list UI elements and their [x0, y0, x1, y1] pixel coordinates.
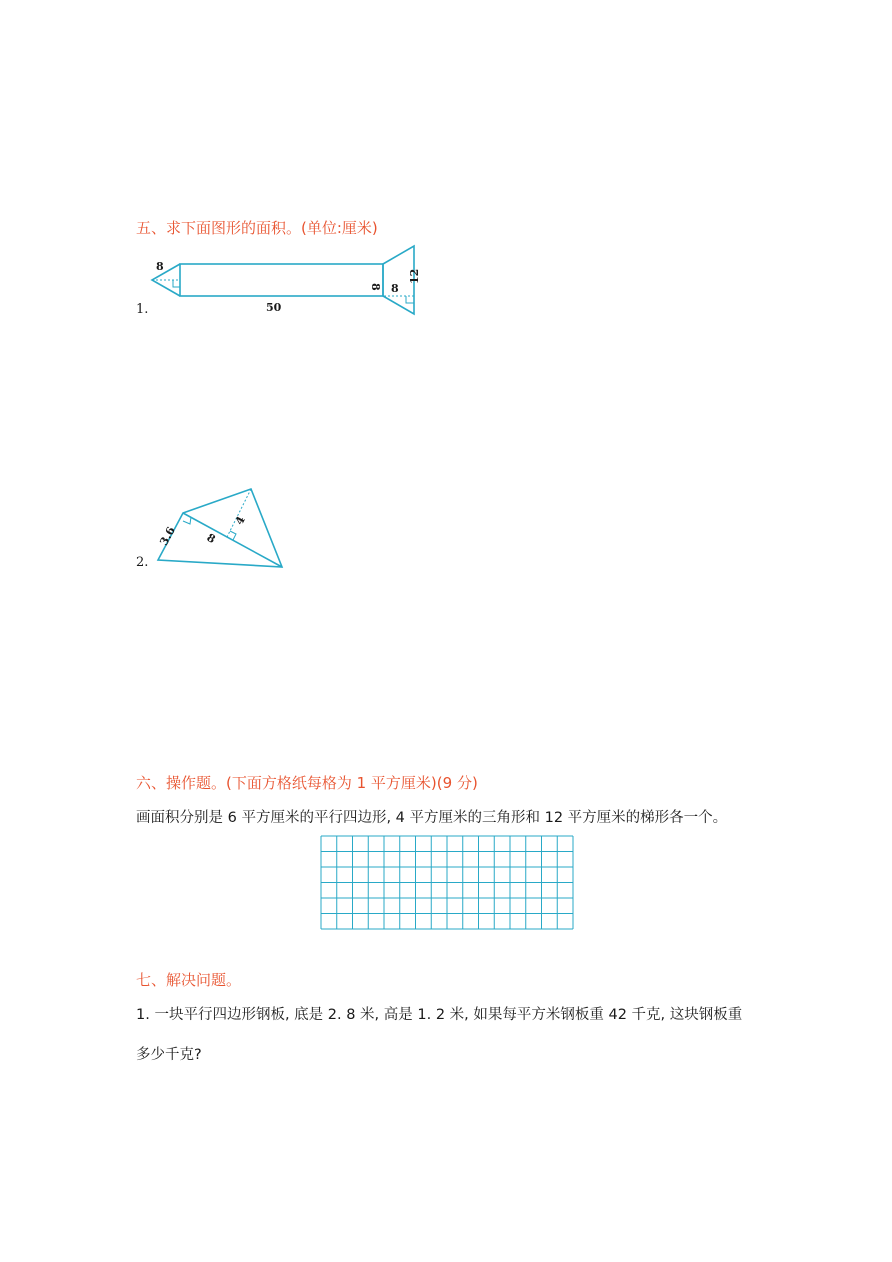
problem-2-figure	[145, 482, 295, 577]
section-7-heading: 七、解决问题。	[136, 971, 242, 989]
p2-label-side: 3.6	[157, 524, 178, 548]
section-5-heading: 五、求下面图形的面积。(单位:厘米)	[136, 219, 378, 237]
section-7-problem-1-line-2: 多少千克?	[136, 1047, 202, 1063]
p1-label-right-height: 12	[408, 268, 421, 284]
p2-label-diagonal: 8	[204, 531, 218, 547]
section-6-instruction: 画面积分别是 6 平方厘米的平行四边形, 4 平方厘米的三角形和 12 平方厘米的梯形各一个。	[136, 810, 728, 826]
p1-label-rect-length: 50	[266, 301, 282, 314]
problem-2-number: 2.	[136, 555, 149, 570]
section-6-heading: 六、操作题。(下面方格纸每格为 1 平方厘米)(9 分)	[136, 774, 478, 792]
problem-1-number: 1.	[136, 302, 149, 317]
p1-label-rect-height: 8	[369, 283, 382, 291]
p1-label-right-base: 8	[391, 282, 399, 295]
p1-label-left-side: 8	[156, 260, 164, 273]
problem-1-figure	[140, 238, 440, 318]
square-grid	[320, 835, 574, 930]
p2-label-height: 4	[232, 514, 248, 528]
section-7-problem-1-line-1: 1. 一块平行四边形钢板, 底是 2. 8 米, 高是 1. 2 米, 如果每平方米钢板重 42 千克, 这块钢板重	[136, 1007, 743, 1023]
